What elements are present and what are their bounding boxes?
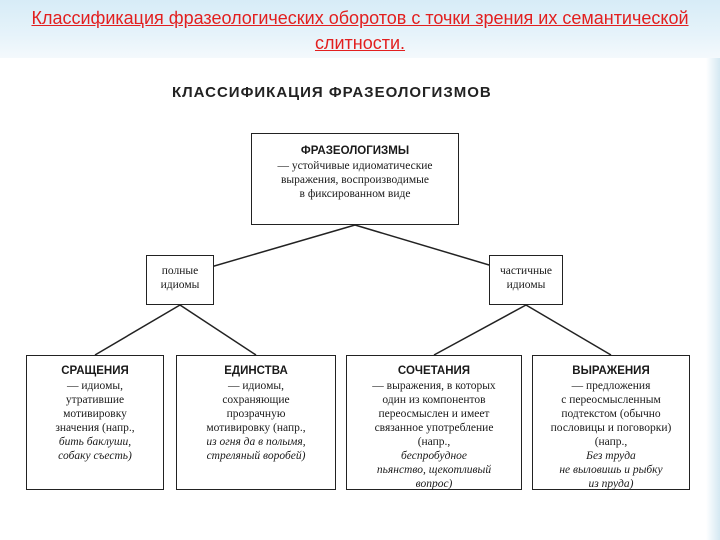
- unities-example: из огня да в полымя, стреляный воробей): [206, 436, 306, 462]
- partial-idioms-label: частичные идиомы: [500, 265, 552, 291]
- full-idioms-label: полные идиомы: [160, 265, 200, 291]
- unities-definition: — идиомы, сохраняющие прозрачную мотивировку (напр.,: [206, 380, 306, 434]
- phraseologisms-box: [251, 133, 459, 225]
- connector-partial-b4: [526, 305, 611, 355]
- connector-partial-b3: [434, 305, 526, 355]
- full-idioms-box: [146, 255, 214, 305]
- combinations-heading: СОЧЕТАНИЯ: [397, 365, 471, 377]
- connector-full-b2: [180, 305, 256, 355]
- combinations-box: [346, 355, 522, 490]
- expressions-heading: ВЫРАЖЕНИЯ: [572, 365, 650, 377]
- fusions-box: [26, 355, 164, 490]
- combinations-definition: — выражения, в которых один из компонентов переосмыслен и имеет связанное употребление (напр.,: [372, 380, 496, 448]
- expressions-definition: — предложения с переосмысленным подтекстом (обычно пословицы и поговорки) (напр.,: [550, 380, 672, 448]
- fusions-heading: СРАЩЕНИЯ: [61, 365, 129, 377]
- expressions-box: [532, 355, 690, 490]
- phraseologisms-definition: — устойчивые идиоматические выражения, воспроизводимые в фиксированном виде: [277, 160, 433, 200]
- slide-title: Классификация фразеологических оборотов с точки зрения их семантической слитности.: [31, 8, 689, 53]
- expressions-example: Без труда не выловишь и рыбку из пруда): [559, 450, 663, 490]
- unities-heading: ЕДИНСТВА: [224, 365, 288, 377]
- fusions-definition: — идиомы, утратившие мотивировку значения (напр.,: [55, 380, 135, 434]
- fusions-example: бить баклуши, собаку съесть): [58, 436, 132, 462]
- combinations-example: беспробудное пьянство, щекотливый вопрос): [376, 450, 492, 490]
- connector-full-b1: [95, 305, 180, 355]
- phraseologisms-heading: ФРАЗЕОЛОГИЗМЫ: [300, 145, 410, 157]
- diagram-title: КЛАССИФИКАЦИЯ ФРАЗЕОЛОГИЗМОВ: [172, 84, 492, 101]
- partial-idioms-box: [489, 255, 563, 305]
- unities-box: [176, 355, 336, 490]
